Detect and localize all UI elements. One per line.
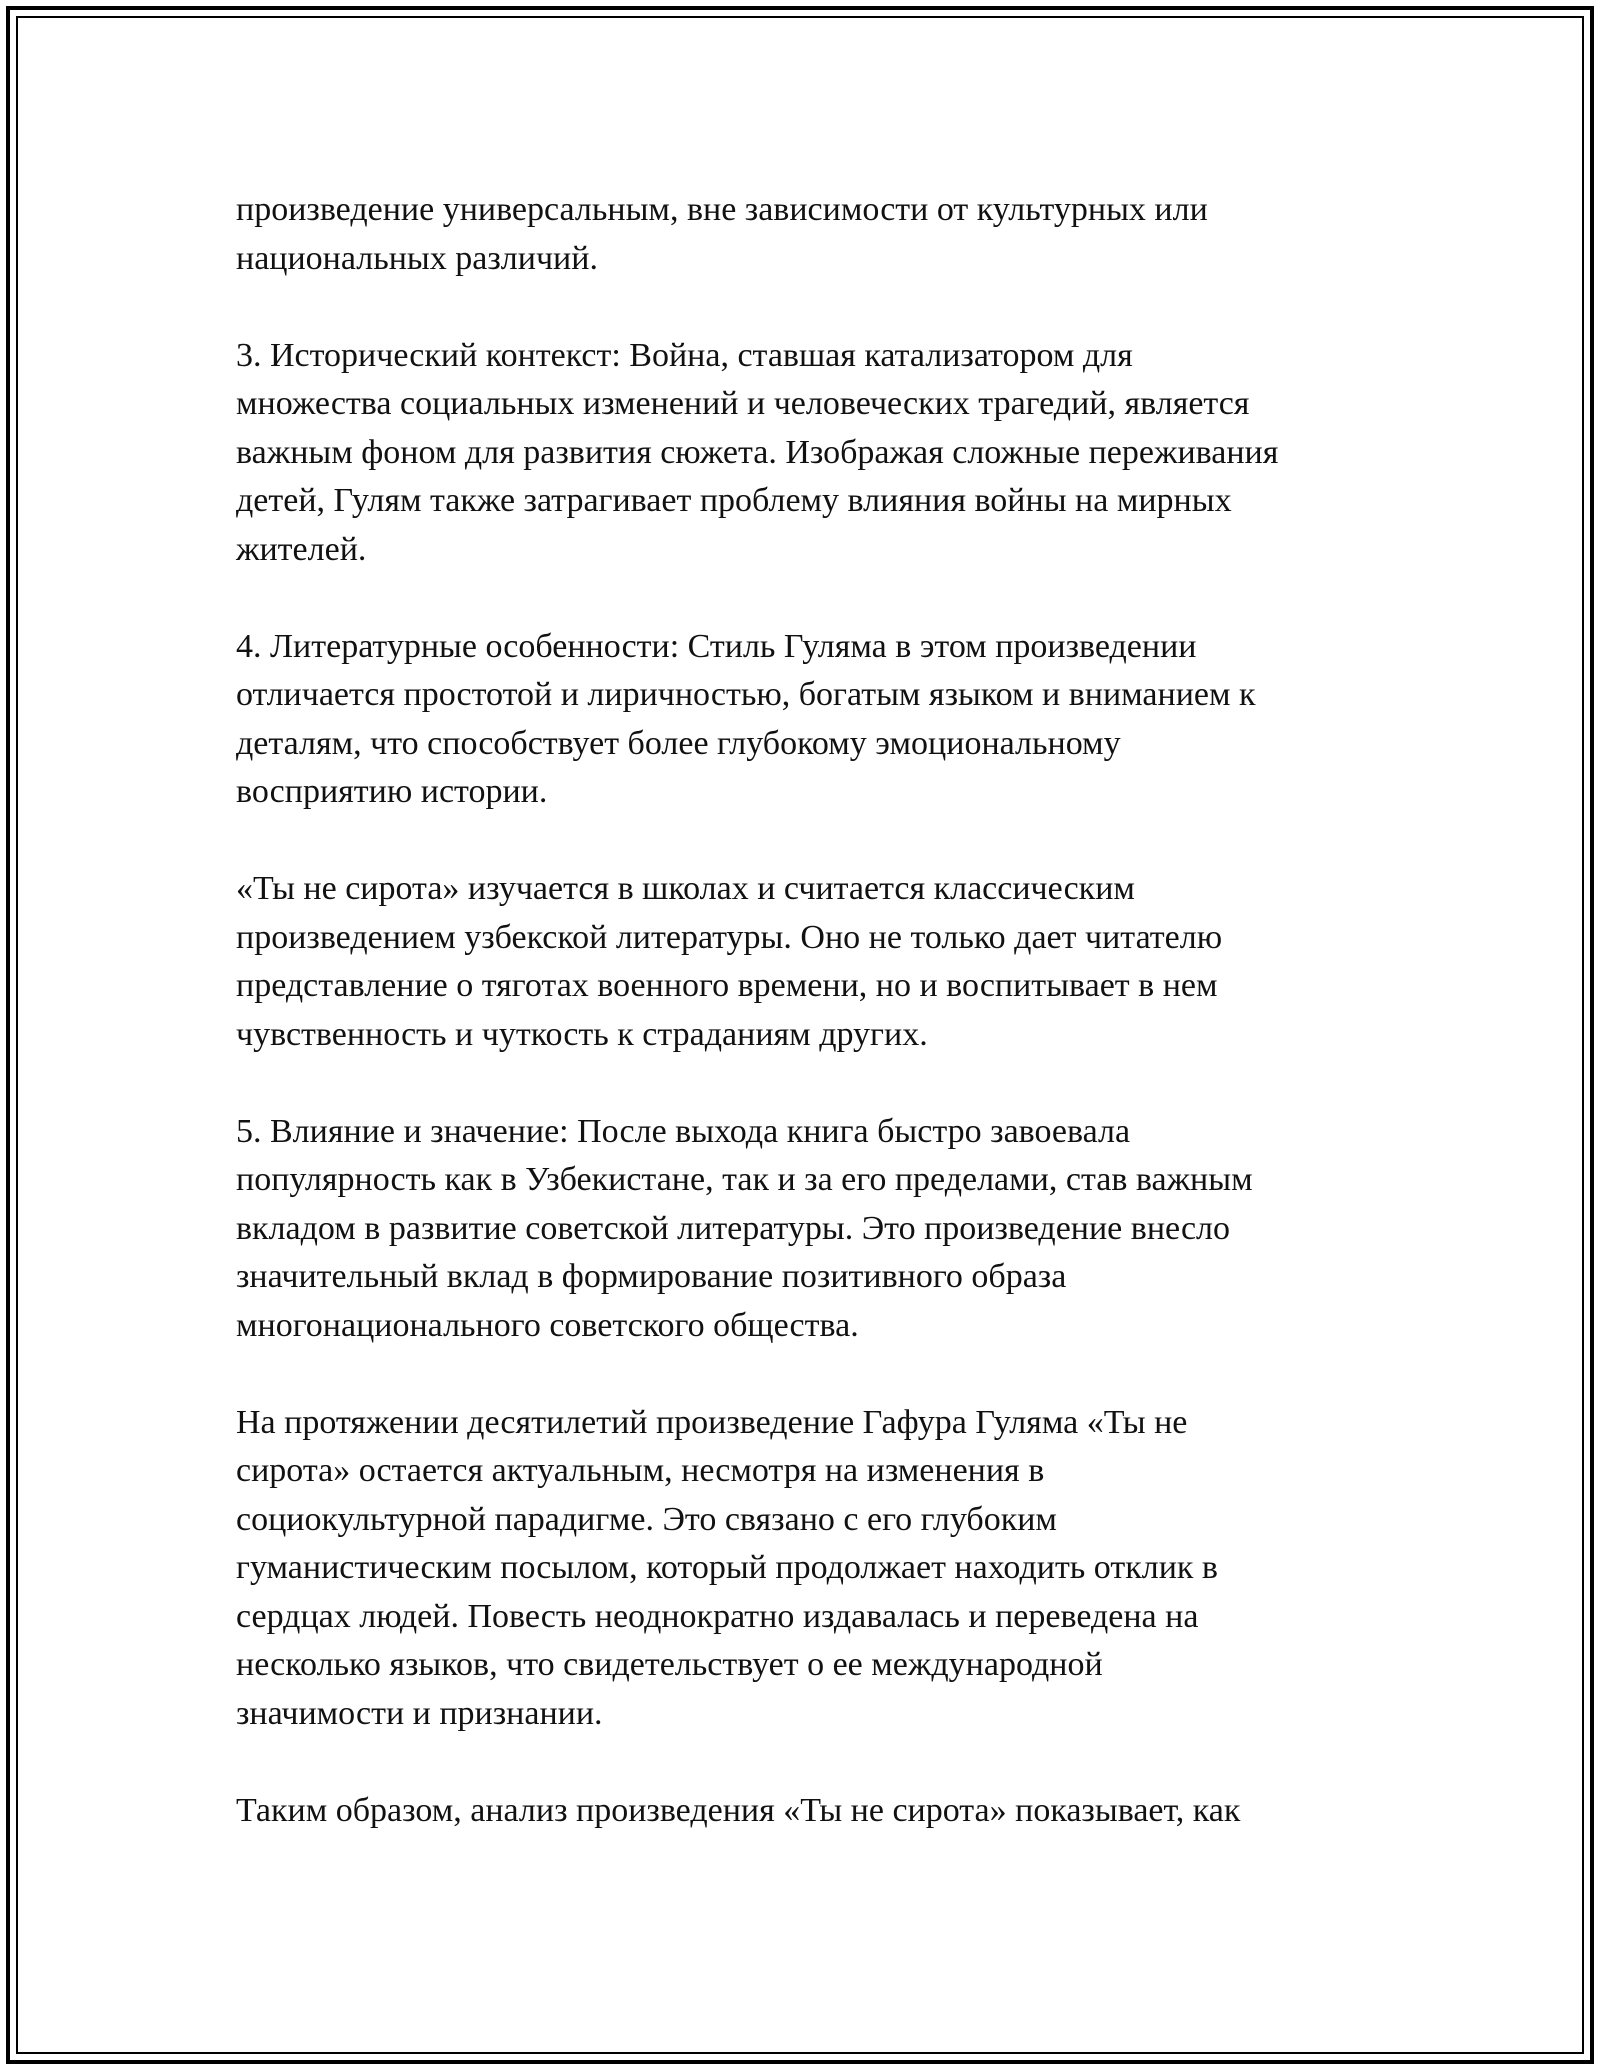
paragraph-continuation [236, 186, 1376, 283]
text-line: 5. Влияние и значение: После выхода книга быстро завоевала [236, 1112, 1131, 1150]
paragraph-decades [236, 1399, 1376, 1739]
text-line: произведением узбекской литературы. Оно не только дает читателю [236, 918, 1223, 956]
text-line: несколько языков, что свидетельствует о ее международной [236, 1646, 1103, 1683]
paragraph-point-3 [236, 332, 1376, 575]
text-line: чувственность и чуткость к страданиям других. [236, 1015, 928, 1053]
paragraph-point-5 [236, 1108, 1376, 1351]
text-line: Таким образом, анализ произведения «Ты не сирота» показывает, как [236, 1791, 1241, 1829]
text-line: детей, Гулям также затрагивает проблему влияния войны на мирных [236, 482, 1232, 519]
paragraph-conclusion-start [236, 1787, 1376, 1836]
text-line: сирота» остается актуальным, несмотря на изменения в [236, 1452, 1045, 1489]
text-line: деталям, что способствует более глубокому эмоциональному [236, 724, 1121, 762]
text-line: произведение универсальным, вне зависимости от культурных или [236, 191, 1208, 228]
text-line: представление о тяготах военного времени, но и воспитывает в нем [236, 967, 1218, 1004]
text-line: многонационального советского общества. [236, 1306, 859, 1344]
paragraph-schools [236, 865, 1376, 1059]
text-line: социокультурной парадигме. Это связано с его глубоким [236, 1500, 1057, 1538]
text-line: 4. Литературные особенности: Стиль Гуляма в этом произведении [236, 627, 1197, 665]
text-line: популярность как в Узбекистане, так и за его пределами, став важным [236, 1161, 1253, 1198]
text-line: национальных различий. [236, 239, 598, 277]
text-line: восприятию истории. [236, 773, 548, 810]
text-line: вкладом в развитие советской литературы. Это произведение внесло [236, 1209, 1231, 1247]
text-line: сердцах людей. Повесть неоднократно издавалась и переведена на [236, 1597, 1199, 1635]
text-line: важным фоном для развития сюжета. Изображая сложные переживания [236, 433, 1279, 471]
paragraph-point-4 [236, 623, 1376, 817]
text-line: «Ты не сирота» изучается в школах и считается классическим [236, 870, 1135, 907]
text-line: значительный вклад в формирование позитивного образа [236, 1258, 1067, 1295]
document-body [236, 186, 1376, 1884]
text-line: множества социальных изменений и человеческих трагедий, является [236, 385, 1250, 422]
text-line: значимости и признании. [236, 1694, 603, 1732]
text-line: На протяжении десятилетий произведение Гафура Гуляма «Ты не [236, 1403, 1188, 1441]
text-line: жителей. [236, 530, 367, 568]
text-line: отличается простотой и лиричностью, богатым языком и вниманием к [236, 676, 1256, 713]
text-line: гуманистическим посылом, который продолжает находить отклик в [236, 1549, 1218, 1586]
text-line: 3. Исторический контекст: Война, ставшая катализатором для [236, 336, 1133, 374]
